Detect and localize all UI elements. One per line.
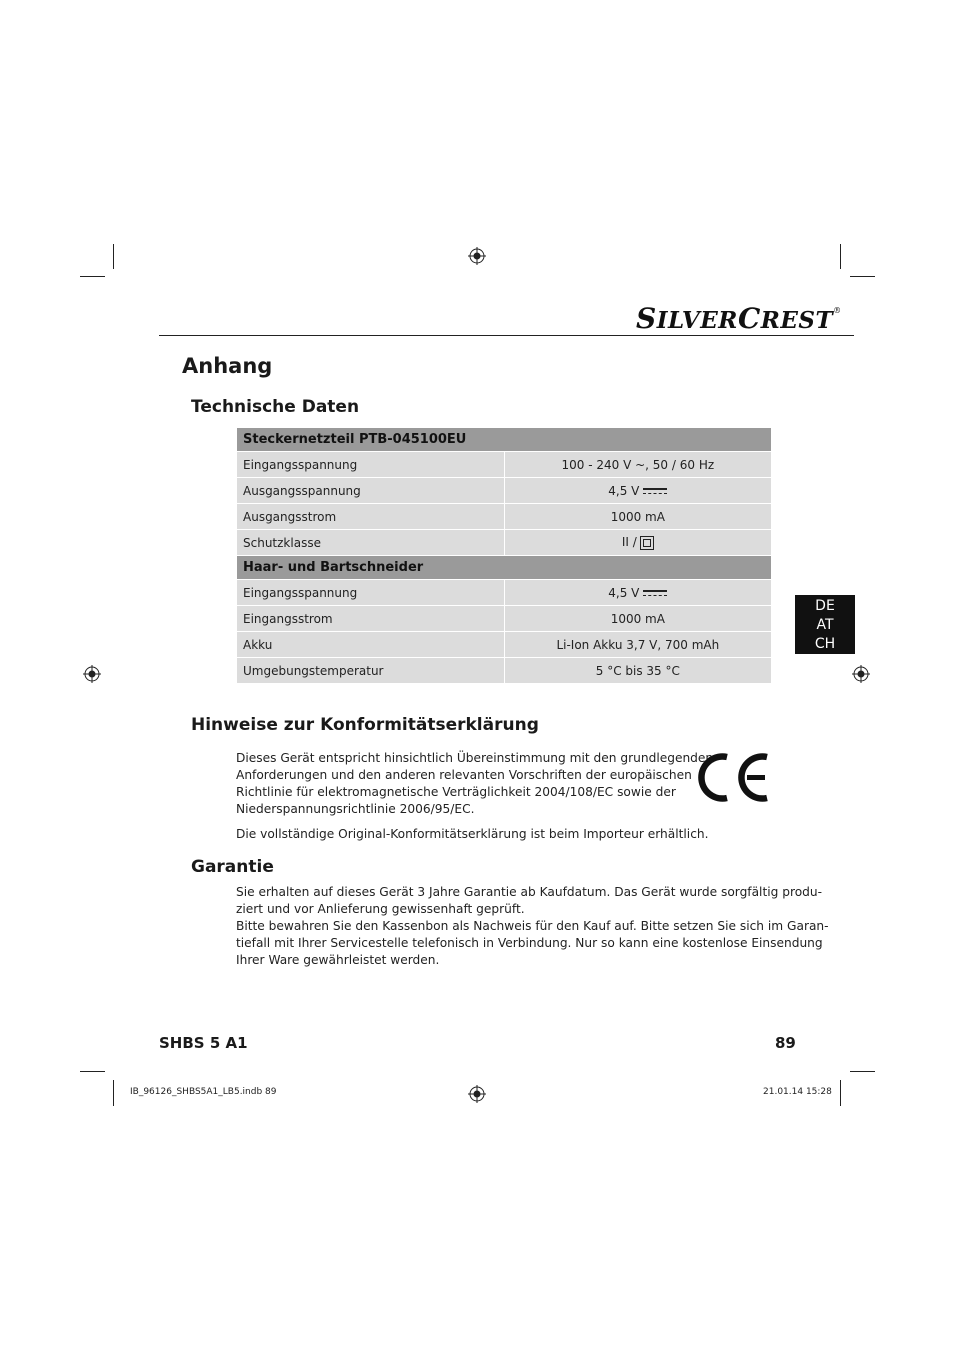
conformity-paragraph: Dieses Gerät entspricht hinsichtlich Übereinstimmung mit den grundlegenden Anforderungen und den anderen relevanten Vorschriften der europäischen Richtlinie für elektromagnetische Verträglichkeit 2004/108/EC sowie der Niederspannungsrichtlinie 2006/95/EC.	[236, 751, 714, 816]
table-section-header	[237, 428, 772, 452]
table-row: Eingangsspannung 4,5 V	[237, 580, 772, 606]
registration-mark-icon	[468, 1085, 486, 1103]
language-tab: DE AT CH	[795, 595, 855, 654]
table-row: Eingangsspannung 100 - 240 V ~, 50 / 60 Hz	[237, 452, 772, 478]
print-slug-file: IB_96126_SHBS5A1_LB5.indb 89	[130, 1087, 277, 1097]
page-number: 89	[775, 1034, 796, 1052]
crop-mark	[850, 1071, 875, 1072]
brand-logo: SILVERCREST®	[636, 302, 842, 335]
dc-symbol-icon	[643, 589, 667, 597]
registration-mark-icon	[468, 247, 486, 265]
protection-class-ii-icon	[640, 536, 654, 550]
registration-mark-icon	[852, 665, 870, 683]
technical-data-heading: Technische Daten	[191, 397, 360, 417]
crop-mark	[80, 1071, 105, 1072]
table-row: Akku Li-Ion Akku 3,7 V, 700 mAh	[237, 632, 772, 658]
table-row: Umgebungstemperatur 5 °C bis 35 °C	[237, 658, 772, 684]
warranty-heading: Garantie	[191, 857, 274, 877]
crop-mark	[113, 1080, 114, 1106]
table-row: Schutzklasse II /	[237, 530, 772, 556]
footer-model: SHBS 5 A1	[159, 1034, 248, 1052]
warranty-paragraph: Sie erhalten auf dieses Gerät 3 Jahre Garantie ab Kaufdatum. Das Gerät wurde sorgfältig produ- ziert und vor Anlieferung gewissenhaft geprüft. Bitte bewahren Sie den Kassenbon als Nachweis für den Kauf auf. Bitte setzen Sie sich im Garan- tiefall mit Ihrer Servicestelle telefonisch in Verbindung. Nur so kann eine kostenlose Einsendung Ihrer Ware gewährleistet werden.	[236, 885, 829, 967]
table-row: Ausgangsspannung 4,5 V	[237, 478, 772, 504]
table-section-header	[237, 556, 772, 580]
crop-mark	[850, 276, 875, 277]
crop-mark	[840, 1080, 841, 1106]
crop-mark	[113, 244, 114, 269]
table-row: Ausgangsstrom 1000 mA	[237, 504, 772, 530]
psu-title: Steckernetzteil PTB-045100EU	[237, 428, 772, 452]
header-rule	[159, 335, 854, 336]
conformity-heading: Hinweise zur Konformitätserklärung	[191, 715, 539, 735]
print-slug-date: 21.01.14 15:28	[763, 1087, 832, 1097]
registration-mark-icon	[83, 665, 101, 683]
conformity-note: Die vollständige Original-Konformitätserklärung ist beim Importeur erhältlich.	[236, 827, 709, 841]
crop-mark	[840, 244, 841, 269]
device-title: Haar- und Bartschneider	[237, 556, 772, 580]
table-row: Eingangsstrom 1000 mA	[237, 606, 772, 632]
technical-data-table	[236, 427, 772, 684]
page-title: Anhang	[182, 354, 273, 378]
dc-symbol-icon	[643, 487, 667, 495]
ce-mark-icon	[697, 750, 771, 805]
crop-mark	[80, 276, 105, 277]
